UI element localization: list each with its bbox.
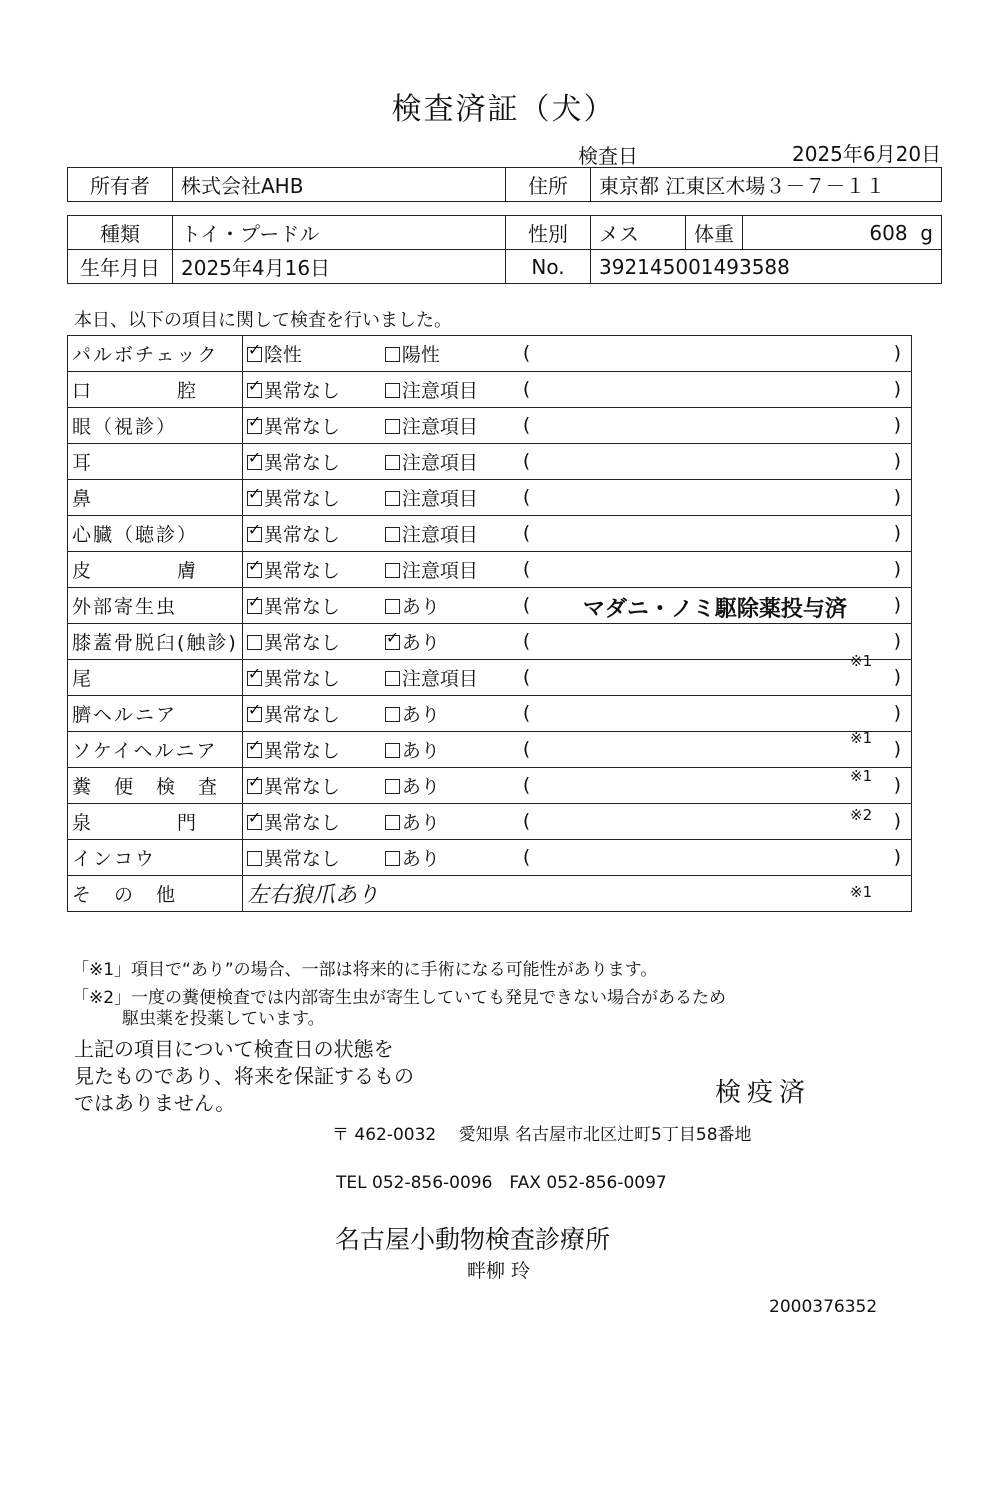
- footnote-mark: ※1: [850, 767, 873, 786]
- owner-table: [67, 167, 942, 202]
- item-row: [68, 804, 912, 840]
- breed-value: トイ・プードル: [173, 216, 506, 250]
- paren-open: (: [522, 630, 531, 652]
- checkbox-icon: [247, 635, 262, 650]
- paren-open: (: [522, 738, 531, 760]
- option-abnormal: [381, 552, 519, 588]
- option-label: 異常なし: [263, 812, 340, 834]
- option-label: 注意項目: [401, 488, 478, 510]
- item-name: インコウ: [68, 840, 243, 876]
- item-row-other: [68, 876, 912, 912]
- item-name: そ の 他: [68, 876, 243, 912]
- checkbox-icon: [385, 851, 400, 866]
- option-label: あり: [401, 704, 440, 726]
- remarks-cell: [519, 408, 912, 444]
- option-label: 注意項目: [401, 452, 478, 474]
- sex-value: メス: [591, 216, 686, 250]
- option-abnormal: [381, 372, 519, 408]
- paren-open: (: [522, 558, 531, 580]
- clinic-name: 名古屋小動物検査診療所: [335, 1225, 611, 1254]
- option-normal: [242, 372, 381, 408]
- paren-open: (: [522, 594, 531, 616]
- item-row: [68, 768, 912, 804]
- paren-close: ): [893, 702, 901, 724]
- no-label: No.: [506, 250, 591, 284]
- item-name: 心臓（聴診）: [68, 516, 243, 552]
- microchip-no: 392145001493588: [591, 250, 942, 284]
- item-row: [68, 480, 912, 516]
- option-label: 異常なし: [263, 596, 340, 618]
- option-label: 異常なし: [263, 560, 340, 582]
- paren-close: ): [893, 342, 901, 364]
- option-normal: [242, 516, 381, 552]
- paren-open: (: [522, 450, 531, 472]
- item-name: 耳: [68, 444, 243, 480]
- checkbox-icon: [247, 671, 262, 686]
- option-label: 注意項目: [401, 524, 478, 546]
- checkbox-icon: [247, 851, 262, 866]
- item-name: 糞 便 検 査: [68, 768, 243, 804]
- checkbox-icon: [247, 347, 262, 362]
- option-normal: [242, 624, 381, 660]
- disclaimer-line: 見たものであり、将来を保証するもの: [74, 1064, 414, 1088]
- serial-number: 2000376352: [769, 1297, 878, 1317]
- paren-close: ): [893, 666, 901, 688]
- option-label: 注意項目: [401, 560, 478, 582]
- owner-value: 株式会社AHB: [173, 168, 506, 202]
- item-name: 口 腔: [68, 372, 243, 408]
- clinic-phone: TEL 052-856-0096 FAX 052-856-0097: [336, 1173, 667, 1193]
- option-label: あり: [401, 596, 440, 618]
- item-name: 鼻: [68, 480, 243, 516]
- option-abnormal: [381, 336, 519, 372]
- option-abnormal: [381, 444, 519, 480]
- remarks-cell: [519, 336, 912, 372]
- checkbox-icon: [385, 707, 400, 722]
- option-normal: [242, 336, 381, 372]
- item-name: 外部寄生虫: [68, 588, 243, 624]
- checkbox-icon: [385, 383, 400, 398]
- option-abnormal: [381, 408, 519, 444]
- item-row: [68, 840, 912, 876]
- birth-label: 生年月日: [68, 250, 173, 284]
- checkbox-icon: [247, 563, 262, 578]
- checkbox-icon: [385, 347, 400, 362]
- option-label: 異常なし: [263, 668, 340, 690]
- breed-label: 種類: [68, 216, 173, 250]
- intro-text: 本日、以下の項目に関して検査を行いました。: [74, 310, 452, 331]
- checkbox-icon: [247, 707, 262, 722]
- checkbox-icon: [385, 527, 400, 542]
- option-normal: [242, 588, 381, 624]
- option-abnormal: [381, 588, 519, 624]
- checkbox-icon: [385, 455, 400, 470]
- item-row: [68, 516, 912, 552]
- checkbox-icon: [385, 779, 400, 794]
- item-remark: マダニ・ノミ駆除薬投与済: [582, 597, 847, 622]
- checkbox-icon: [385, 419, 400, 434]
- footnote-2: 「※2」一度の糞便検査では内部寄生虫が寄生していても発見できない場合があるため: [72, 988, 727, 1008]
- footnote-mark: ※1: [850, 652, 873, 671]
- option-abnormal: [381, 840, 519, 876]
- option-normal: [242, 408, 381, 444]
- checkbox-icon: [385, 671, 400, 686]
- quarantine-stamp: 検疫済: [715, 1078, 812, 1108]
- exam-date-label: 検査日: [578, 144, 638, 168]
- paren-close: ): [893, 630, 901, 652]
- item-name: ソケイヘルニア: [68, 732, 243, 768]
- checkbox-icon: [247, 383, 262, 398]
- paren-open: (: [522, 702, 531, 724]
- birth-value: 2025年4月16日: [173, 250, 506, 284]
- inspection-items-table: [67, 335, 912, 912]
- option-label: あり: [401, 740, 440, 762]
- paren-close: ): [893, 774, 901, 796]
- address-label: 住所: [506, 168, 591, 202]
- item-name: 尾: [68, 660, 243, 696]
- checkbox-icon: [247, 419, 262, 434]
- paren-close: ): [893, 594, 901, 616]
- option-label: 異常なし: [263, 524, 340, 546]
- option-normal: [242, 480, 381, 516]
- owner-label: 所有者: [68, 168, 173, 202]
- option-normal: [242, 552, 381, 588]
- option-label: 注意項目: [401, 380, 478, 402]
- option-abnormal: [381, 624, 519, 660]
- paren-open: (: [522, 846, 531, 868]
- option-abnormal: [381, 660, 519, 696]
- footnote-1: 「※1」項目で“あり”の場合、一部は将来的に手術になる可能性があります。: [72, 960, 658, 980]
- disclaimer-line: ではありません。: [74, 1091, 236, 1115]
- footnote-mark: ※1: [850, 729, 873, 747]
- option-abnormal: [381, 804, 519, 840]
- checkbox-icon: [385, 815, 400, 830]
- item-row: [68, 336, 912, 372]
- paren-open: (: [522, 414, 531, 436]
- option-label: 注意項目: [401, 668, 478, 690]
- checkbox-icon: [385, 743, 400, 758]
- option-label: 陽性: [401, 344, 440, 366]
- owner-address: 東京都 江東区木場３－７－１１: [591, 168, 942, 202]
- paren-close: ): [893, 522, 901, 544]
- footnote-mark: ※1: [850, 882, 873, 901]
- item-name: パルボチェック: [68, 336, 243, 372]
- item-row: [68, 732, 912, 768]
- remarks-cell: [519, 516, 912, 552]
- paren-close: ): [893, 738, 901, 760]
- checkbox-icon: [247, 779, 262, 794]
- option-abnormal: [381, 696, 519, 732]
- option-abnormal: [381, 732, 519, 768]
- item-row: [68, 588, 912, 624]
- clinic-address: 〒 462-0032 愛知県 名古屋市北区辻町5丁目58番地: [332, 1125, 752, 1145]
- paren-open: (: [522, 342, 531, 364]
- paren-close: ): [893, 486, 901, 508]
- paren-open: (: [522, 666, 531, 688]
- remarks-cell: [519, 372, 912, 408]
- weight-label: 体重: [686, 216, 743, 250]
- option-label: 異常なし: [263, 776, 340, 798]
- item-row: [68, 624, 912, 660]
- option-label: 異常なし: [263, 704, 340, 726]
- paren-open: (: [522, 522, 531, 544]
- paren-open: (: [522, 810, 531, 832]
- paren-open: (: [522, 486, 531, 508]
- option-normal: [242, 660, 381, 696]
- exam-date-value: 2025年6月20日: [792, 142, 942, 166]
- item-row: [68, 696, 912, 732]
- option-normal: [242, 840, 381, 876]
- footnote-mark: ※2: [850, 805, 873, 824]
- option-label: 異常なし: [263, 416, 340, 438]
- paren-open: (: [522, 378, 531, 400]
- option-normal: [242, 444, 381, 480]
- option-label: 異常なし: [263, 740, 340, 762]
- item-name: 泉 門: [68, 804, 243, 840]
- option-label: 異常なし: [263, 452, 340, 474]
- checkbox-icon: [247, 599, 262, 614]
- disclaimer: [74, 1036, 414, 1117]
- checkbox-icon: [247, 743, 262, 758]
- paren-close: ): [893, 414, 901, 436]
- option-label: 陰性: [263, 344, 302, 366]
- animal-table: [67, 215, 942, 284]
- footnote-2-cont: 駆虫薬を投薬しています。: [122, 1009, 325, 1029]
- weight-cell: [743, 216, 942, 250]
- option-normal: [242, 732, 381, 768]
- option-normal: [242, 696, 381, 732]
- item-row: [68, 552, 912, 588]
- remarks-cell: [519, 444, 912, 480]
- option-label: あり: [401, 632, 440, 654]
- item-name: 膝蓋骨脱臼(触診): [68, 624, 243, 660]
- option-label: 異常なし: [263, 632, 340, 654]
- remarks-cell: [519, 552, 912, 588]
- remarks-cell: [519, 480, 912, 516]
- paren-close: ): [893, 810, 901, 832]
- option-label: 異常なし: [263, 488, 340, 510]
- option-label: あり: [401, 848, 440, 870]
- option-abnormal: [381, 480, 519, 516]
- remarks-cell: [519, 696, 912, 732]
- option-label: 異常なし: [263, 380, 340, 402]
- paren-close: ): [893, 450, 901, 472]
- sex-label: 性別: [506, 216, 591, 250]
- checkbox-icon: [385, 563, 400, 578]
- remarks-cell: [519, 840, 912, 876]
- paren-close: ): [893, 846, 901, 868]
- checkbox-icon: [247, 455, 262, 470]
- option-normal: [242, 768, 381, 804]
- paren-open: (: [522, 774, 531, 796]
- paren-close: ): [893, 378, 901, 400]
- checkbox-icon: [247, 527, 262, 542]
- checkbox-icon: [385, 491, 400, 506]
- checkbox-icon: [247, 815, 262, 830]
- option-label: 異常なし: [263, 848, 340, 870]
- checkbox-icon: [385, 635, 400, 650]
- item-name: 臍ヘルニア: [68, 696, 243, 732]
- checkbox-icon: [247, 491, 262, 506]
- weight-unit: g: [920, 220, 933, 245]
- item-name: 眼（視診）: [68, 408, 243, 444]
- paren-close: ): [893, 558, 901, 580]
- checkbox-icon: [385, 599, 400, 614]
- disclaimer-line: 上記の項目について検査日の状態を: [74, 1037, 394, 1061]
- option-label: あり: [401, 776, 440, 798]
- item-row: [68, 372, 912, 408]
- page-title: 検査済証（犬）: [391, 92, 616, 127]
- item-row: [68, 660, 912, 696]
- weight-value: 608: [869, 220, 908, 245]
- option-label: 注意項目: [401, 416, 478, 438]
- other-handwritten-note: 左右狼爪あり: [242, 876, 911, 912]
- option-abnormal: [381, 516, 519, 552]
- item-row: [68, 444, 912, 480]
- option-normal: [242, 804, 381, 840]
- option-abnormal: [381, 768, 519, 804]
- item-name: 皮 膚: [68, 552, 243, 588]
- item-row: [68, 408, 912, 444]
- vet-name: 畔柳 玲: [467, 1260, 531, 1282]
- remarks-cell: [519, 588, 912, 624]
- option-label: あり: [401, 812, 440, 834]
